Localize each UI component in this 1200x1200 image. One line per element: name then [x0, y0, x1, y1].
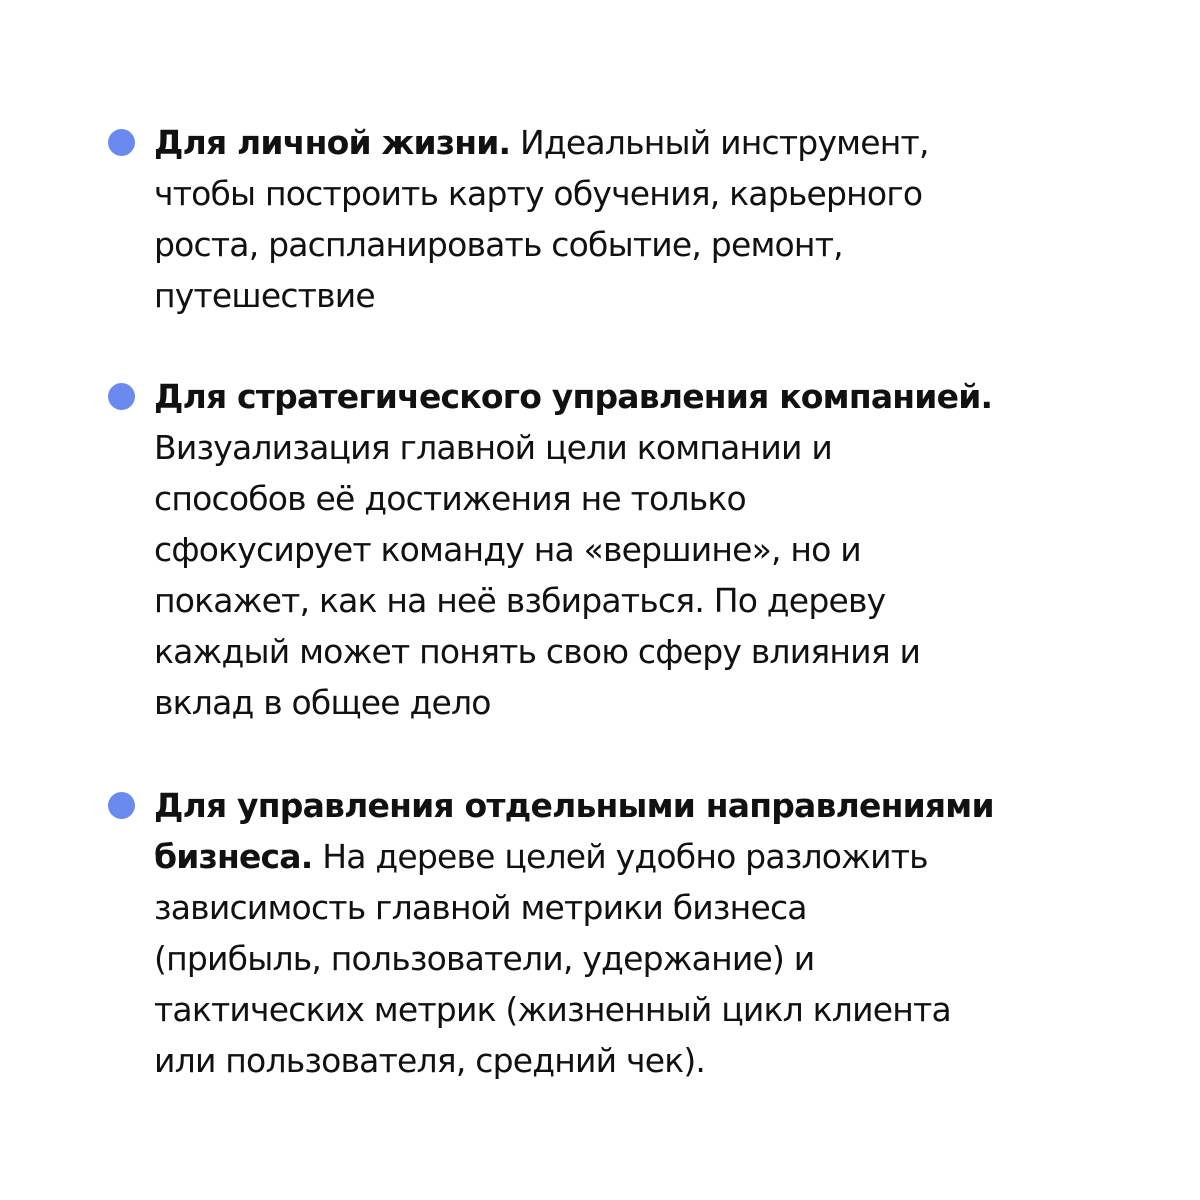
list-item-line: сфокусирует команду на «вершине», но и: [154, 530, 861, 569]
list-item-text: [154, 780, 1054, 1086]
list-item-line: зависимость главной метрики бизнеса: [154, 888, 807, 927]
list-item-line: чтобы построить карту обучения, карьерного: [154, 174, 923, 213]
list-item-line: (прибыль, пользователи, удержание) и: [154, 939, 815, 978]
list-item-line: Идеальный инструмент,: [519, 123, 929, 162]
bullet-dot-icon: [108, 129, 135, 156]
list-item-text: [154, 117, 1054, 321]
bullet-dot-icon: [108, 792, 135, 819]
list-item-line: роста, распланировать событие, ремонт,: [154, 225, 843, 264]
list-item-line: каждый может понять свою сферу влияния и: [154, 632, 921, 671]
list-item-line: Визуализация главной цели компании и: [154, 428, 832, 467]
list-item-text: [154, 371, 1054, 728]
list-item-lead: Для управления отдельными направлениями: [154, 786, 994, 825]
list-item-line: способов её достижения не только: [154, 479, 746, 518]
list-item-lead: Для личной жизни.: [154, 123, 511, 162]
bullet-dot-icon: [108, 383, 135, 410]
list-item-line: путешествие: [154, 276, 375, 315]
list-item-lead: Для стратегического управления компанией.: [154, 377, 993, 416]
list-item-line: На дереве целей удобно разложить: [322, 837, 928, 876]
list-item-lead: бизнеса.: [154, 837, 313, 876]
list-item-line: или пользователя, средний чек).: [154, 1041, 706, 1080]
list-item-line: тактических метрик (жизненный цикл клиента: [154, 990, 951, 1029]
list-item-line: вклад в общее дело: [154, 683, 491, 722]
list-item-line: покажет, как на неё взбираться. По дереву: [154, 581, 886, 620]
